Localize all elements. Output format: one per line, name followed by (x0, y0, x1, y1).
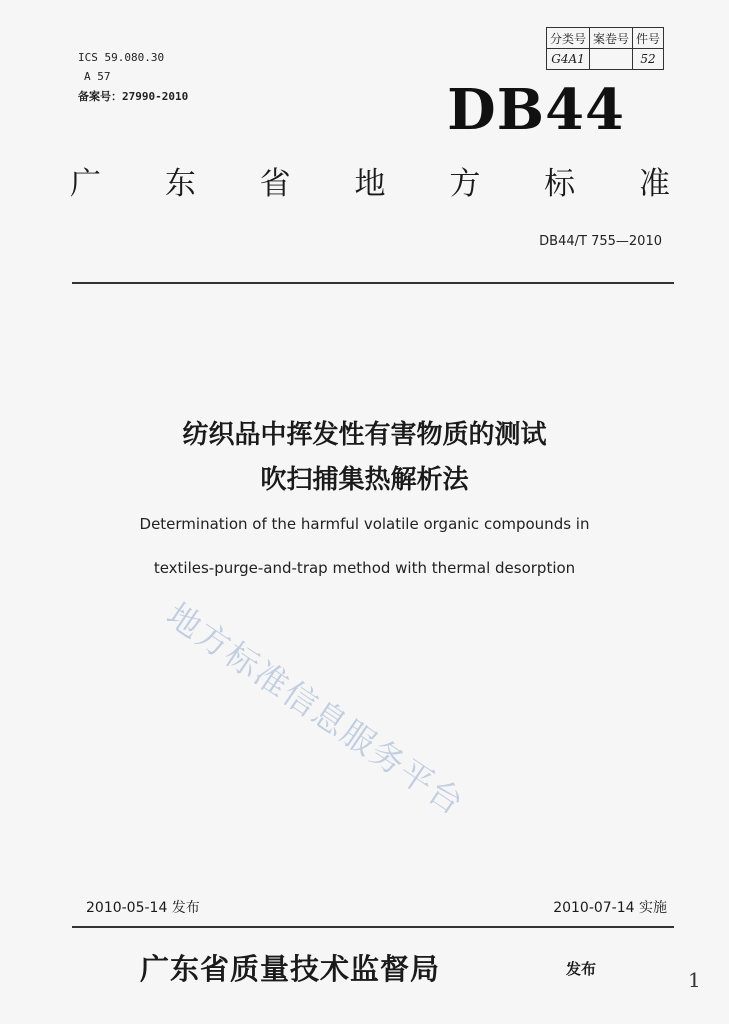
standard-type-char: 地 (354, 166, 386, 202)
standard-code: DB44 (447, 77, 625, 143)
chinese-title-line-2: 吹扫捕集热解析法 (260, 465, 469, 495)
standard-type-title (70, 164, 670, 204)
archive-header-category: 分类号 (547, 28, 590, 49)
archive-value-category: G4A1 (547, 49, 590, 70)
top-divider (72, 282, 674, 284)
standard-type-char: 方 (449, 166, 481, 202)
issuing-authority: 广东省质量技术监督局 (140, 952, 441, 986)
english-title-line-1: Determination of the harmful volatile organic compounds in (139, 515, 590, 533)
archive-header-item: 件号 (633, 28, 664, 49)
english-title-line-2: textiles-purge-and-trap method with thermal desorption (153, 559, 576, 577)
archive-value-item: 52 (633, 49, 664, 70)
standard-type-char: 省 (259, 166, 291, 202)
ics-code: ICS 59.080.30 (78, 51, 165, 64)
issuer-suffix: 发布 (566, 960, 597, 978)
standard-type-char: 广 (70, 166, 101, 202)
bottom-divider (72, 926, 674, 928)
archive-header-file: 案卷号 (590, 28, 633, 49)
archive-header-row (547, 28, 664, 49)
chinese-title-line-1: 纺织品中挥发性有害物质的测试 (182, 420, 547, 450)
standard-type-char: 标 (544, 166, 576, 202)
page-number: 1 (688, 968, 701, 992)
watermark: 地方标准信息服务平台 (159, 594, 472, 824)
standard-type-char: 准 (638, 166, 670, 202)
record-number: 备案号：27990-2010 (78, 90, 189, 103)
publish-date: 2010-05-14 发布 (86, 900, 200, 916)
standard-number: DB44/T 755—2010 (539, 234, 662, 249)
classification-code: A 57 (84, 70, 111, 83)
implementation-date: 2010-07-14 实施 (553, 900, 667, 916)
archive-value-row (547, 49, 664, 70)
archive-value-file (590, 49, 633, 70)
standard-type-char: 东 (164, 166, 196, 202)
archive-box (546, 27, 664, 70)
